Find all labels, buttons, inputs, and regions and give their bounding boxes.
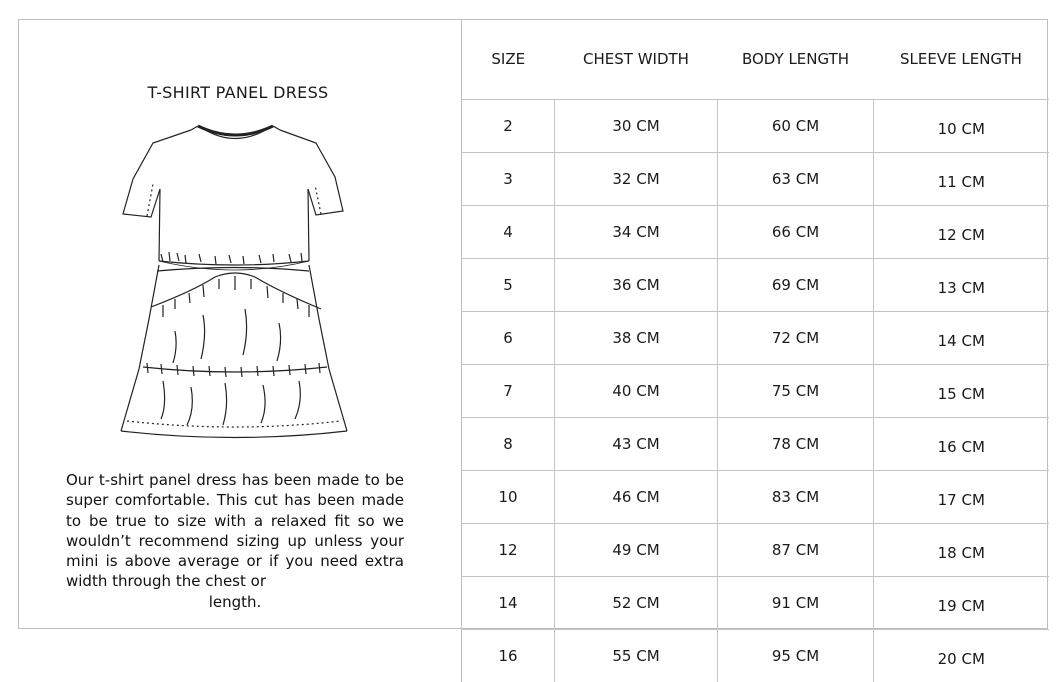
product-panel — [18, 19, 461, 629]
table-row — [462, 259, 1049, 312]
cell-chest-width: 38 CM — [555, 312, 718, 365]
cell-sleeve-length: 14 CM — [874, 312, 1049, 365]
cell-body-length: 72 CM — [718, 312, 874, 365]
cell-sleeve-length: 11 CM — [874, 153, 1049, 206]
table-header-row — [462, 19, 1049, 100]
cell-body-length: 69 CM — [718, 259, 874, 312]
table-row — [462, 365, 1049, 418]
cell-body-length: 87 CM — [718, 524, 874, 577]
cell-body-length: 60 CM — [718, 100, 874, 153]
header-sleeve-length: SLEEVE LENGTH — [874, 19, 1049, 100]
cell-size: 3 — [462, 153, 555, 206]
table-row — [462, 100, 1049, 153]
cell-body-length: 91 CM — [718, 577, 874, 630]
cell-chest-width: 46 CM — [555, 471, 718, 524]
header-chest-width: CHEST WIDTH — [555, 19, 718, 100]
cell-size: 2 — [462, 100, 555, 153]
cell-chest-width: 30 CM — [555, 100, 718, 153]
cell-chest-width: 36 CM — [555, 259, 718, 312]
table-row — [462, 471, 1049, 524]
cell-sleeve-length: 19 CM — [874, 577, 1049, 630]
table-row — [462, 153, 1049, 206]
cell-size: 6 — [462, 312, 555, 365]
cell-chest-width: 34 CM — [555, 206, 718, 259]
cell-chest-width: 32 CM — [555, 153, 718, 206]
header-size: SIZE — [462, 19, 555, 100]
product-title: T-SHIRT PANEL DRESS — [38, 83, 438, 102]
cell-body-length: 95 CM — [718, 630, 874, 682]
cell-body-length: 66 CM — [718, 206, 874, 259]
cell-body-length: 75 CM — [718, 365, 874, 418]
cell-body-length: 83 CM — [718, 471, 874, 524]
size-chart-table — [461, 19, 1049, 682]
cell-size: 12 — [462, 524, 555, 577]
table-row — [462, 312, 1049, 365]
table-row — [462, 630, 1049, 682]
cell-size: 8 — [462, 418, 555, 471]
table-row — [462, 577, 1049, 630]
cell-sleeve-length: 15 CM — [874, 365, 1049, 418]
cell-sleeve-length: 20 CM — [874, 630, 1049, 682]
cell-chest-width: 55 CM — [555, 630, 718, 682]
cell-chest-width: 52 CM — [555, 577, 718, 630]
table-row — [462, 418, 1049, 471]
description-body: Our t-shirt panel dress has been made to be super comfortable. This cut has been made to be true to size with a relaxed fit so we wouldn’t recommend sizing up unless your mini is above average or if you need extra width through the chest or — [66, 471, 404, 590]
cell-sleeve-length: 18 CM — [874, 524, 1049, 577]
cell-sleeve-length: 10 CM — [874, 100, 1049, 153]
cell-size: 7 — [462, 365, 555, 418]
table-row — [462, 206, 1049, 259]
product-description — [66, 470, 404, 612]
dress-illustration — [103, 119, 363, 464]
cell-size: 16 — [462, 630, 555, 682]
cell-sleeve-length: 16 CM — [874, 418, 1049, 471]
cell-size: 5 — [462, 259, 555, 312]
cell-size: 10 — [462, 471, 555, 524]
header-body-length: BODY LENGTH — [718, 19, 874, 100]
cell-size: 4 — [462, 206, 555, 259]
cell-body-length: 78 CM — [718, 418, 874, 471]
description-last-line: length. — [66, 592, 404, 612]
table-row — [462, 524, 1049, 577]
cell-size: 14 — [462, 577, 555, 630]
cell-chest-width: 40 CM — [555, 365, 718, 418]
cell-sleeve-length: 13 CM — [874, 259, 1049, 312]
cell-sleeve-length: 17 CM — [874, 471, 1049, 524]
cell-chest-width: 49 CM — [555, 524, 718, 577]
cell-body-length: 63 CM — [718, 153, 874, 206]
cell-chest-width: 43 CM — [555, 418, 718, 471]
cell-sleeve-length: 12 CM — [874, 206, 1049, 259]
